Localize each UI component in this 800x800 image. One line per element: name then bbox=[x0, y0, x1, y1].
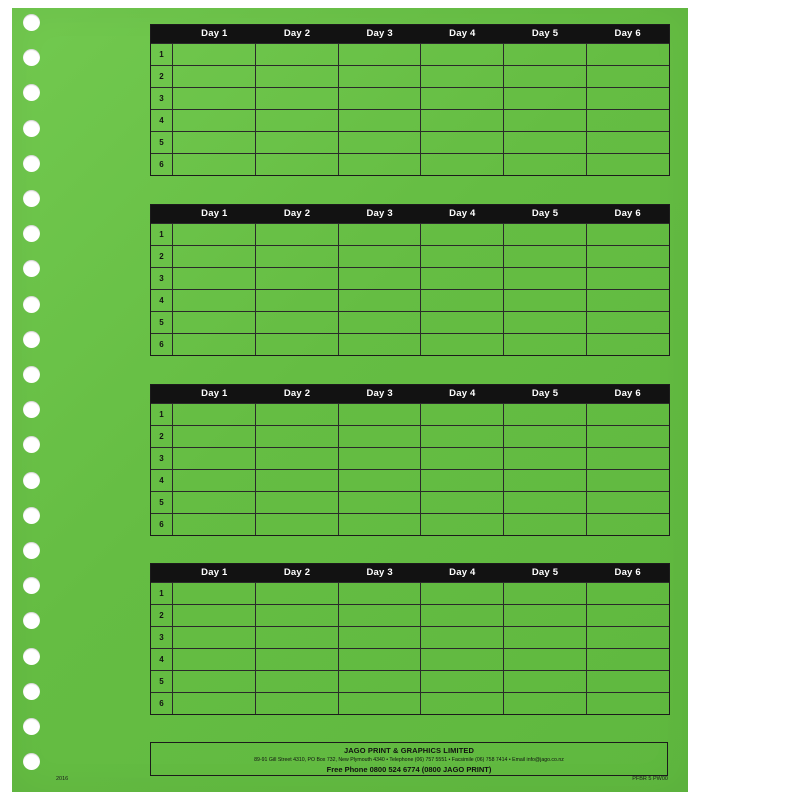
writing-cell[interactable] bbox=[587, 627, 669, 648]
writing-cell[interactable] bbox=[504, 154, 587, 175]
writing-cell[interactable] bbox=[421, 132, 504, 153]
row-cells bbox=[173, 426, 669, 447]
writing-cell[interactable] bbox=[339, 224, 422, 245]
writing-cell[interactable] bbox=[339, 334, 422, 355]
writing-cell[interactable] bbox=[173, 224, 256, 245]
table-row bbox=[151, 131, 669, 153]
row-number-label: 6 bbox=[151, 514, 173, 535]
writing-cell[interactable] bbox=[339, 88, 422, 109]
writing-cell[interactable] bbox=[421, 426, 504, 447]
writing-cell[interactable] bbox=[173, 66, 256, 87]
writing-cell[interactable] bbox=[173, 290, 256, 311]
column-header-day-5: Day 5 bbox=[531, 388, 559, 399]
punch-hole bbox=[23, 542, 40, 559]
writing-cell[interactable] bbox=[256, 154, 339, 175]
writing-cell[interactable] bbox=[421, 492, 504, 513]
writing-cell[interactable] bbox=[173, 605, 256, 626]
writing-cell[interactable] bbox=[339, 448, 422, 469]
column-header-day-4: Day 4 bbox=[449, 388, 476, 399]
writing-cell[interactable] bbox=[339, 649, 422, 670]
punch-hole bbox=[23, 507, 40, 524]
row-cells bbox=[173, 470, 669, 491]
table-row bbox=[151, 87, 669, 109]
column-header-day-5: Day 5 bbox=[531, 567, 559, 578]
writing-cell[interactable] bbox=[421, 268, 504, 289]
row-cells bbox=[173, 154, 669, 175]
writing-cell[interactable] bbox=[504, 404, 587, 425]
writing-cell[interactable] bbox=[256, 44, 339, 65]
writing-cell[interactable] bbox=[587, 470, 669, 491]
writing-cell[interactable] bbox=[256, 605, 339, 626]
writing-cell[interactable] bbox=[339, 110, 422, 131]
punch-hole bbox=[23, 225, 40, 242]
column-header-day-1: Day 1 bbox=[201, 28, 228, 39]
table-row bbox=[151, 333, 669, 355]
writing-cell[interactable] bbox=[173, 110, 256, 131]
writing-cell[interactable] bbox=[587, 246, 669, 267]
planner-table-1 bbox=[150, 24, 670, 176]
writing-cell[interactable] bbox=[173, 154, 256, 175]
row-cells bbox=[173, 334, 669, 355]
writing-cell[interactable] bbox=[256, 88, 339, 109]
punch-hole bbox=[23, 155, 40, 172]
writing-cell[interactable] bbox=[587, 312, 669, 333]
writing-cell[interactable] bbox=[256, 132, 339, 153]
column-header-day-5: Day 5 bbox=[531, 28, 559, 39]
punch-hole bbox=[23, 14, 40, 31]
punch-hole bbox=[23, 190, 40, 207]
punch-hole bbox=[23, 260, 40, 277]
writing-cell[interactable] bbox=[587, 426, 669, 447]
column-header-day-5: Day 5 bbox=[531, 208, 559, 219]
table-row bbox=[151, 267, 669, 289]
writing-cell[interactable] bbox=[339, 605, 422, 626]
row-number-label: 3 bbox=[151, 627, 173, 648]
row-cells bbox=[173, 514, 669, 535]
table-header-row bbox=[151, 25, 669, 43]
row-cells bbox=[173, 627, 669, 648]
writing-cell[interactable] bbox=[504, 246, 587, 267]
column-header-day-2: Day 2 bbox=[283, 567, 311, 578]
row-number-label: 4 bbox=[151, 470, 173, 491]
writing-cell[interactable] bbox=[339, 268, 422, 289]
footer-freephone: Free Phone 0800 524 6774 (0800 JAGO PRINT) bbox=[326, 764, 492, 774]
writing-cell[interactable] bbox=[173, 649, 256, 670]
column-header-day-6: Day 6 bbox=[614, 567, 641, 578]
writing-cell[interactable] bbox=[421, 110, 504, 131]
writing-cell[interactable] bbox=[173, 470, 256, 491]
table-row bbox=[151, 289, 669, 311]
row-number-label: 4 bbox=[151, 290, 173, 311]
writing-cell[interactable] bbox=[256, 268, 339, 289]
writing-cell[interactable] bbox=[339, 693, 422, 714]
writing-cell[interactable] bbox=[421, 44, 504, 65]
header-corner-cell bbox=[151, 385, 173, 403]
writing-cell[interactable] bbox=[256, 334, 339, 355]
writing-cell[interactable] bbox=[256, 404, 339, 425]
writing-cell[interactable] bbox=[504, 268, 587, 289]
row-number-label: 4 bbox=[151, 649, 173, 670]
writing-cell[interactable] bbox=[504, 110, 587, 131]
row-cells bbox=[173, 312, 669, 333]
writing-cell[interactable] bbox=[421, 583, 504, 604]
punch-hole bbox=[23, 648, 40, 665]
column-header-day-6: Day 6 bbox=[614, 28, 641, 39]
writing-cell[interactable] bbox=[504, 44, 587, 65]
writing-cell[interactable] bbox=[256, 312, 339, 333]
writing-cell[interactable] bbox=[504, 492, 587, 513]
writing-cell[interactable] bbox=[504, 470, 587, 491]
column-header-day-3: Day 3 bbox=[366, 208, 393, 219]
row-number-label: 6 bbox=[151, 334, 173, 355]
writing-cell[interactable] bbox=[339, 470, 422, 491]
writing-cell[interactable] bbox=[339, 514, 422, 535]
writing-cell[interactable] bbox=[504, 132, 587, 153]
writing-cell[interactable] bbox=[587, 671, 669, 692]
writing-cell[interactable] bbox=[421, 693, 504, 714]
writing-cell[interactable] bbox=[587, 132, 669, 153]
row-cells bbox=[173, 268, 669, 289]
row-number-label: 1 bbox=[151, 224, 173, 245]
writing-cell[interactable] bbox=[339, 312, 422, 333]
table-header-row bbox=[151, 385, 669, 403]
row-number-label: 5 bbox=[151, 492, 173, 513]
writing-cell[interactable] bbox=[421, 154, 504, 175]
writing-cell[interactable] bbox=[256, 583, 339, 604]
writing-cell[interactable] bbox=[339, 154, 422, 175]
writing-cell[interactable] bbox=[173, 334, 256, 355]
punch-hole bbox=[23, 331, 40, 348]
row-number-label: 3 bbox=[151, 88, 173, 109]
column-header-day-1: Day 1 bbox=[201, 567, 228, 578]
writing-cell[interactable] bbox=[421, 224, 504, 245]
writing-cell[interactable] bbox=[339, 66, 422, 87]
writing-cell[interactable] bbox=[504, 224, 587, 245]
column-header-day-2: Day 2 bbox=[283, 388, 311, 399]
writing-cell[interactable] bbox=[256, 492, 339, 513]
punch-hole bbox=[23, 683, 40, 700]
writing-cell[interactable] bbox=[173, 132, 256, 153]
writing-cell[interactable] bbox=[421, 470, 504, 491]
row-number-label: 2 bbox=[151, 605, 173, 626]
row-cells bbox=[173, 44, 669, 65]
writing-cell[interactable] bbox=[421, 246, 504, 267]
writing-cell[interactable] bbox=[504, 66, 587, 87]
punch-hole-strip bbox=[12, 8, 62, 792]
writing-cell[interactable] bbox=[173, 671, 256, 692]
table-row bbox=[151, 670, 669, 692]
table-row bbox=[151, 245, 669, 267]
writing-cell[interactable] bbox=[587, 404, 669, 425]
writing-cell[interactable] bbox=[421, 514, 504, 535]
row-cells bbox=[173, 671, 669, 692]
writing-cell[interactable] bbox=[256, 224, 339, 245]
planner-table-2 bbox=[150, 204, 670, 356]
writing-cell[interactable] bbox=[256, 514, 339, 535]
writing-cell[interactable] bbox=[339, 492, 422, 513]
writing-cell[interactable] bbox=[339, 426, 422, 447]
writing-cell[interactable] bbox=[504, 334, 587, 355]
column-header-day-1: Day 1 bbox=[201, 208, 228, 219]
writing-cell[interactable] bbox=[587, 693, 669, 714]
column-header-day-6: Day 6 bbox=[614, 208, 641, 219]
writing-cell[interactable] bbox=[173, 268, 256, 289]
row-number-label: 3 bbox=[151, 448, 173, 469]
table-row bbox=[151, 223, 669, 245]
row-cells bbox=[173, 132, 669, 153]
writing-cell[interactable] bbox=[587, 268, 669, 289]
writing-cell[interactable] bbox=[504, 448, 587, 469]
writing-cell[interactable] bbox=[587, 334, 669, 355]
writing-cell[interactable] bbox=[256, 671, 339, 692]
punch-hole bbox=[23, 49, 40, 66]
writing-cell[interactable] bbox=[256, 66, 339, 87]
punch-hole bbox=[23, 401, 40, 418]
writing-cell[interactable] bbox=[504, 514, 587, 535]
writing-cell[interactable] bbox=[587, 514, 669, 535]
writing-cell[interactable] bbox=[256, 110, 339, 131]
writing-cell[interactable] bbox=[256, 470, 339, 491]
footer-code-right: PFBR 5 PW00 bbox=[632, 776, 668, 782]
writing-cell[interactable] bbox=[587, 110, 669, 131]
punch-hole bbox=[23, 753, 40, 770]
row-cells bbox=[173, 492, 669, 513]
row-cells bbox=[173, 404, 669, 425]
writing-cell[interactable] bbox=[339, 290, 422, 311]
column-header-day-4: Day 4 bbox=[449, 208, 476, 219]
row-number-label: 5 bbox=[151, 132, 173, 153]
column-header-day-4: Day 4 bbox=[449, 28, 476, 39]
writing-cell[interactable] bbox=[421, 334, 504, 355]
row-number-label: 5 bbox=[151, 671, 173, 692]
row-cells bbox=[173, 605, 669, 626]
writing-cell[interactable] bbox=[587, 88, 669, 109]
writing-cell[interactable] bbox=[173, 426, 256, 447]
table-row bbox=[151, 491, 669, 513]
writing-cell[interactable] bbox=[504, 290, 587, 311]
writing-cell[interactable] bbox=[587, 66, 669, 87]
writing-cell[interactable] bbox=[421, 627, 504, 648]
writing-cell[interactable] bbox=[173, 88, 256, 109]
writing-cell[interactable] bbox=[421, 404, 504, 425]
punch-hole bbox=[23, 296, 40, 313]
writing-cell[interactable] bbox=[504, 693, 587, 714]
row-number-label: 6 bbox=[151, 693, 173, 714]
footer-address: 89-91 Gill Street 4310, PO Box 732, New Plymouth 4340 • Telephone (06) 757 5551 • Facsimile (06) 758 7414 • Email info@jago.co.nz bbox=[254, 756, 564, 763]
planner-table-3 bbox=[150, 384, 670, 536]
table-row bbox=[151, 109, 669, 131]
writing-cell[interactable] bbox=[256, 426, 339, 447]
table-row bbox=[151, 582, 669, 604]
table-row bbox=[151, 626, 669, 648]
row-number-label: 2 bbox=[151, 246, 173, 267]
planner-table-4 bbox=[150, 563, 670, 715]
writing-cell[interactable] bbox=[504, 627, 587, 648]
writing-cell[interactable] bbox=[421, 448, 504, 469]
punch-hole bbox=[23, 612, 40, 629]
row-number-label: 3 bbox=[151, 268, 173, 289]
punch-hole bbox=[23, 577, 40, 594]
table-row bbox=[151, 65, 669, 87]
writing-cell[interactable] bbox=[339, 583, 422, 604]
writing-cell[interactable] bbox=[256, 649, 339, 670]
table-row bbox=[151, 403, 669, 425]
writing-cell[interactable] bbox=[587, 224, 669, 245]
writing-cell[interactable] bbox=[173, 312, 256, 333]
writing-cell[interactable] bbox=[339, 246, 422, 267]
writing-cell[interactable] bbox=[587, 154, 669, 175]
writing-cell[interactable] bbox=[587, 583, 669, 604]
column-header-day-3: Day 3 bbox=[366, 28, 393, 39]
writing-cell[interactable] bbox=[504, 312, 587, 333]
writing-cell[interactable] bbox=[421, 290, 504, 311]
writing-cell[interactable] bbox=[173, 693, 256, 714]
table-row bbox=[151, 153, 669, 175]
writing-cell[interactable] bbox=[256, 448, 339, 469]
row-cells bbox=[173, 583, 669, 604]
table-row bbox=[151, 43, 669, 65]
column-header-day-2: Day 2 bbox=[283, 208, 311, 219]
table-header-row bbox=[151, 205, 669, 223]
row-cells bbox=[173, 290, 669, 311]
writing-cell[interactable] bbox=[173, 44, 256, 65]
punch-hole bbox=[23, 84, 40, 101]
writing-cell[interactable] bbox=[339, 404, 422, 425]
writing-cell[interactable] bbox=[587, 44, 669, 65]
table-row bbox=[151, 469, 669, 491]
punch-hole bbox=[23, 436, 40, 453]
writing-cell[interactable] bbox=[421, 605, 504, 626]
writing-cell[interactable] bbox=[256, 246, 339, 267]
writing-cell[interactable] bbox=[173, 627, 256, 648]
writing-cell[interactable] bbox=[504, 583, 587, 604]
row-number-label: 5 bbox=[151, 312, 173, 333]
column-header-day-6: Day 6 bbox=[614, 388, 641, 399]
writing-cell[interactable] bbox=[587, 448, 669, 469]
header-corner-cell bbox=[151, 25, 173, 43]
table-row bbox=[151, 425, 669, 447]
writing-cell[interactable] bbox=[504, 671, 587, 692]
row-cells bbox=[173, 88, 669, 109]
table-row bbox=[151, 513, 669, 535]
writing-cell[interactable] bbox=[421, 66, 504, 87]
writing-cell[interactable] bbox=[256, 693, 339, 714]
writing-cell[interactable] bbox=[421, 671, 504, 692]
writing-cell[interactable] bbox=[339, 44, 422, 65]
table-row bbox=[151, 604, 669, 626]
header-corner-cell bbox=[151, 564, 173, 582]
writing-cell[interactable] bbox=[504, 88, 587, 109]
writing-cell[interactable] bbox=[587, 290, 669, 311]
writing-cell[interactable] bbox=[504, 649, 587, 670]
row-number-label: 1 bbox=[151, 583, 173, 604]
table-row bbox=[151, 447, 669, 469]
writing-cell[interactable] bbox=[173, 246, 256, 267]
punch-hole bbox=[23, 120, 40, 137]
writing-cell[interactable] bbox=[173, 404, 256, 425]
column-header-day-3: Day 3 bbox=[366, 388, 393, 399]
writing-cell[interactable] bbox=[173, 514, 256, 535]
footer-imprint bbox=[150, 742, 668, 776]
table-header-row bbox=[151, 564, 669, 582]
writing-cell[interactable] bbox=[256, 627, 339, 648]
column-header-day-2: Day 2 bbox=[283, 28, 311, 39]
writing-cell[interactable] bbox=[173, 583, 256, 604]
table-row bbox=[151, 692, 669, 714]
row-number-label: 6 bbox=[151, 154, 173, 175]
row-number-label: 4 bbox=[151, 110, 173, 131]
writing-cell[interactable] bbox=[587, 605, 669, 626]
row-cells bbox=[173, 246, 669, 267]
column-header-day-1: Day 1 bbox=[201, 388, 228, 399]
row-cells bbox=[173, 110, 669, 131]
row-number-label: 2 bbox=[151, 66, 173, 87]
writing-cell[interactable] bbox=[256, 290, 339, 311]
row-cells bbox=[173, 66, 669, 87]
writing-cell[interactable] bbox=[339, 627, 422, 648]
column-header-day-4: Day 4 bbox=[449, 567, 476, 578]
header-corner-cell bbox=[151, 205, 173, 223]
row-cells bbox=[173, 693, 669, 714]
footer-code-left: 2016 bbox=[56, 776, 69, 782]
writing-cell[interactable] bbox=[173, 492, 256, 513]
writing-cell[interactable] bbox=[421, 88, 504, 109]
table-row bbox=[151, 648, 669, 670]
writing-cell[interactable] bbox=[587, 649, 669, 670]
writing-cell[interactable] bbox=[504, 605, 587, 626]
punch-hole bbox=[23, 472, 40, 489]
writing-cell[interactable] bbox=[173, 448, 256, 469]
writing-cell[interactable] bbox=[587, 492, 669, 513]
punch-hole bbox=[23, 718, 40, 735]
writing-cell[interactable] bbox=[421, 312, 504, 333]
row-number-label: 1 bbox=[151, 44, 173, 65]
writing-cell[interactable] bbox=[339, 132, 422, 153]
row-number-label: 1 bbox=[151, 404, 173, 425]
row-number-label: 2 bbox=[151, 426, 173, 447]
footer-company-name: JAGO PRINT & GRAPHICS LIMITED bbox=[344, 746, 474, 755]
writing-cell[interactable] bbox=[339, 671, 422, 692]
table-row bbox=[151, 311, 669, 333]
punch-hole bbox=[23, 366, 40, 383]
writing-cell[interactable] bbox=[421, 649, 504, 670]
row-cells bbox=[173, 224, 669, 245]
column-header-day-3: Day 3 bbox=[366, 567, 393, 578]
row-cells bbox=[173, 649, 669, 670]
row-cells bbox=[173, 448, 669, 469]
writing-cell[interactable] bbox=[504, 426, 587, 447]
